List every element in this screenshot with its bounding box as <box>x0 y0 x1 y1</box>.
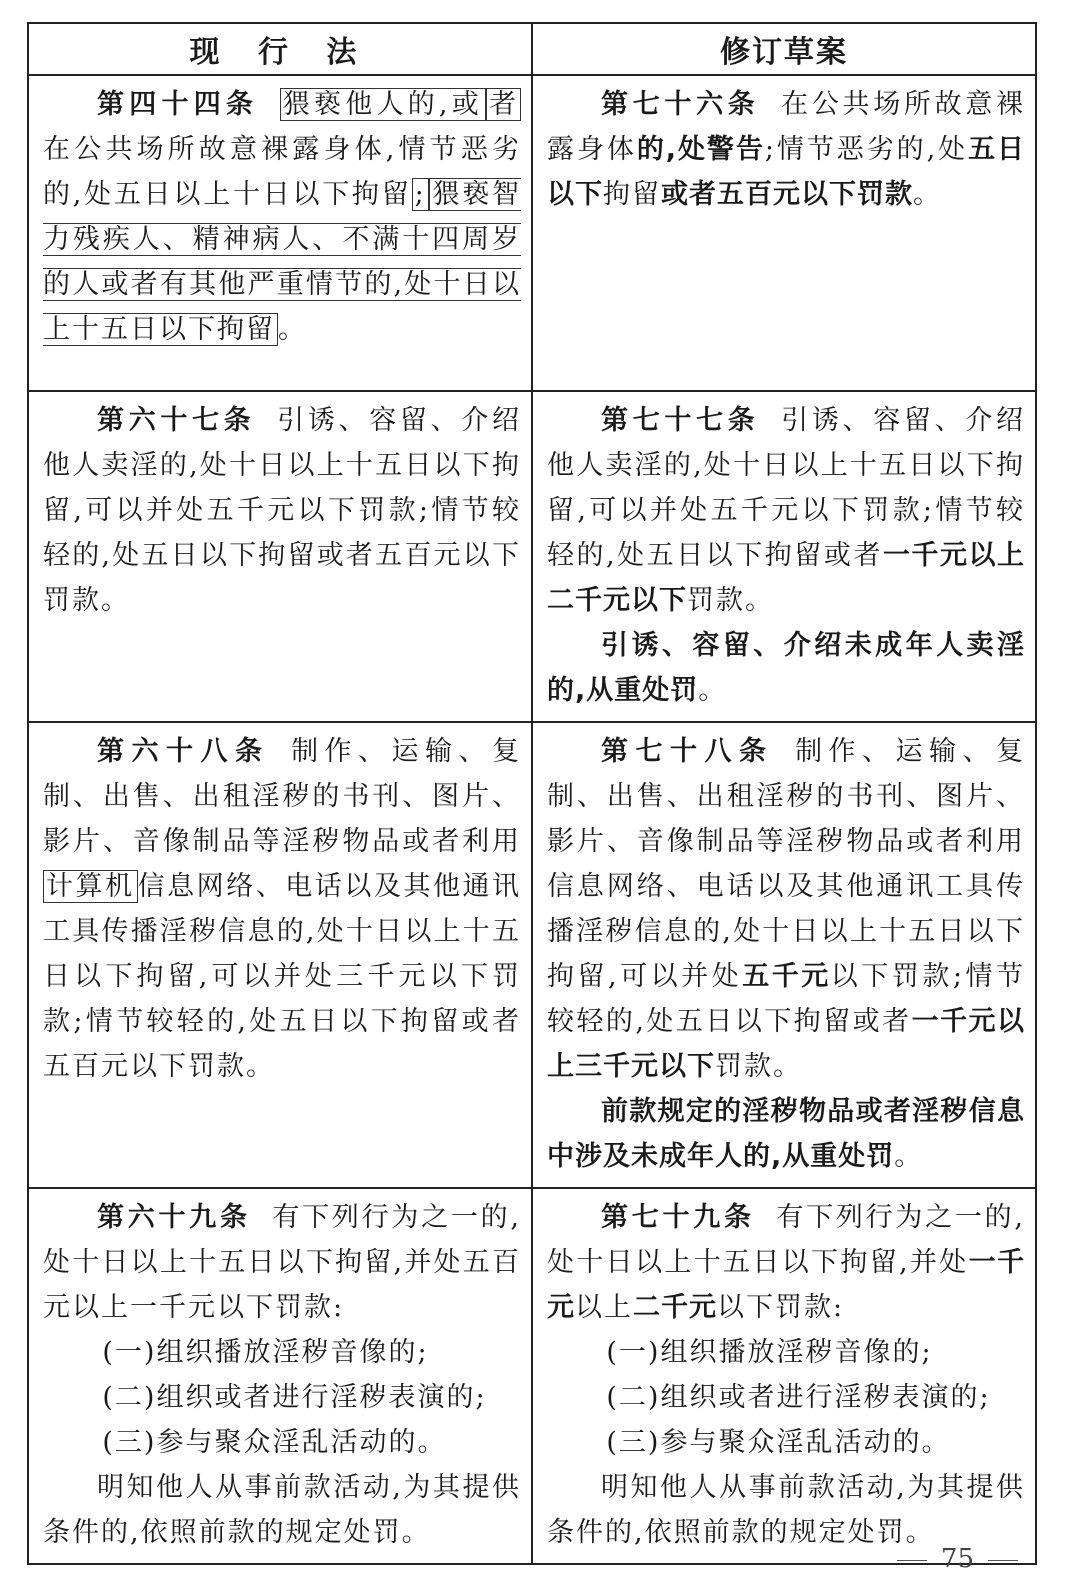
article-number: 第六十八条 <box>97 736 270 767</box>
article-text: 拘留 <box>603 179 661 210</box>
revised-text: 引诱、容留、介绍未成年人卖淫的,从重处罚 <box>547 630 1025 706</box>
article-text: 以下罚款;情节较轻的,处五日以下拘留或者 <box>547 961 1025 1037</box>
list-item: (一)组织播放淫秽音像的; <box>102 1337 429 1368</box>
table-row <box>28 722 1036 1188</box>
revised-text: 前款规定的淫秽物品或者淫秽信息中涉及未成年人的,从重处罚 <box>547 1096 1025 1172</box>
paragraph <box>547 623 1025 713</box>
article-text: 罚款。 <box>687 585 774 616</box>
paragraph: 明知他人从事前款活动,为其提供条件的,依照前款的规定处罚。 <box>43 1472 521 1548</box>
table-row <box>28 391 1036 722</box>
article-text: 引诱、容留、介绍他人卖淫的,处十日以上十五日以下拘留,可以并处五千元以下罚款;情节较轻的,处五日以下拘留或者五百元以下罚款。 <box>43 405 522 616</box>
paragraph <box>43 1195 521 1330</box>
article-text: 制作、运输、复制、出售、出租淫秽的书刊、图片、影片、音像制品等淫秽物品或者利用信息网络、电话以及其他通讯工具传播淫秽信息的,处十日以上十五日以下拘留,可以并处 <box>547 736 1026 992</box>
article-text: ;情节恶劣的,处 <box>764 134 969 165</box>
footer-dash-right <box>988 1560 1018 1561</box>
article-text: 罚款。 <box>715 1051 802 1082</box>
list-item: (二)组织或者进行淫秽表演的; <box>102 1382 487 1413</box>
paragraph <box>43 729 521 1089</box>
revised-text: 的,处警告 <box>636 134 765 165</box>
boxed-deletion: 猥亵智力残疾人、精神病人、不满十四周岁的人或者有其他严重情节的,处十日以上十五日以下拘留 <box>43 179 521 345</box>
page-footer <box>0 1544 1032 1574</box>
article-text: 有下列行为之一的,处十日以上十五日以下拘留,并处 <box>547 1202 1025 1278</box>
article-text: 在公共场所故意裸露身体 <box>547 89 1026 165</box>
revised-text: 五日以下 <box>547 134 1026 210</box>
article-text: 制作、运输、复制、出售、出租淫秽的书刊、图片、影片、音像制品等淫秽物品或者利用 <box>43 736 522 857</box>
paragraph <box>547 729 1025 1089</box>
boxed-deletion: 计算机 <box>43 870 138 903</box>
article-text: 。 <box>278 314 307 345</box>
revised-text: 二千元 <box>633 1292 717 1323</box>
current-law-cell <box>28 1188 532 1564</box>
revised-text: 五千元 <box>742 961 831 992</box>
article-text: 。 <box>698 675 728 706</box>
paragraph <box>547 1195 1025 1330</box>
revised-text: 或者五百元以下罚款 <box>661 179 913 210</box>
article-number: 第七十九条 <box>601 1202 755 1233</box>
list-item: (一)组织播放淫秽音像的; <box>606 1337 933 1368</box>
table-row <box>28 1188 1036 1564</box>
paragraph <box>547 398 1025 623</box>
article-text: 。 <box>894 1141 924 1172</box>
current-law-cell <box>28 391 532 722</box>
current-law-cell <box>28 75 532 391</box>
list-item: (三)参与聚众淫乱活动的。 <box>606 1427 951 1458</box>
header-draft: 修订草案 <box>532 23 1036 75</box>
article-text: 信息网络、电话以及其他通讯工具传播淫秽信息的,处十日以上十五日以下拘留,可以并处三千元以下罚款;情节较轻的,处五日以下拘留或者五百元以下罚款。 <box>43 871 522 1082</box>
boxed-deletion: 者 <box>486 88 521 121</box>
paragraph <box>43 82 521 352</box>
article-text: 有下列行为之一的,处十日以上十五日以下拘留,并处五百元以上一千元以下罚款: <box>43 1202 521 1323</box>
paragraph <box>547 82 1025 217</box>
boxed-deletion: ; <box>412 178 429 211</box>
page-number: 75 <box>940 1544 974 1574</box>
list-item: (二)组织或者进行淫秽表演的; <box>606 1382 991 1413</box>
article-text: 引诱、容留、介绍他人卖淫的,处十日以上十五日以下拘留,可以并处五千元以下罚款;情节较轻的,处五日以下拘留或者 <box>547 405 1026 571</box>
footer-dash-left <box>897 1560 927 1561</box>
article-text: 以上 <box>575 1292 633 1323</box>
revised-text: 一千元 <box>547 1247 1025 1323</box>
list-item: (三)参与聚众淫乱活动的。 <box>102 1427 447 1458</box>
draft-cell <box>532 722 1036 1188</box>
paragraph: 明知他人从事前款活动,为其提供条件的,依照前款的规定处罚。 <box>547 1472 1025 1548</box>
article-number: 第六十七条 <box>97 405 256 436</box>
header-current-law: 现 行 法 <box>28 23 532 75</box>
draft-cell <box>532 1188 1036 1564</box>
comparison-table <box>27 22 1037 1565</box>
table-header-row <box>28 23 1036 75</box>
draft-cell <box>532 75 1036 391</box>
article-text: 以下罚款: <box>717 1292 845 1323</box>
paragraph <box>547 1089 1025 1179</box>
current-law-cell <box>28 722 532 1188</box>
article-number: 第七十七条 <box>601 405 760 436</box>
boxed-deletion: 猥亵他人的,或 <box>280 88 486 121</box>
revised-text: 一千元以上三千元以下 <box>547 1006 1025 1082</box>
article-text: 。 <box>913 179 942 210</box>
article-number: 第四十四条 <box>97 89 259 120</box>
article-text: 在公共场所故意裸露身体,情节恶劣的,处五日以上十日以下拘留 <box>43 134 521 210</box>
article-number: 第七十八条 <box>601 736 774 767</box>
article-number: 第六十九条 <box>97 1202 251 1233</box>
article-number: 第七十六条 <box>601 89 760 120</box>
revised-text: 一千元以上二千元以下 <box>547 540 1025 616</box>
draft-cell <box>532 391 1036 722</box>
table-row <box>28 75 1036 391</box>
paragraph <box>43 398 521 623</box>
